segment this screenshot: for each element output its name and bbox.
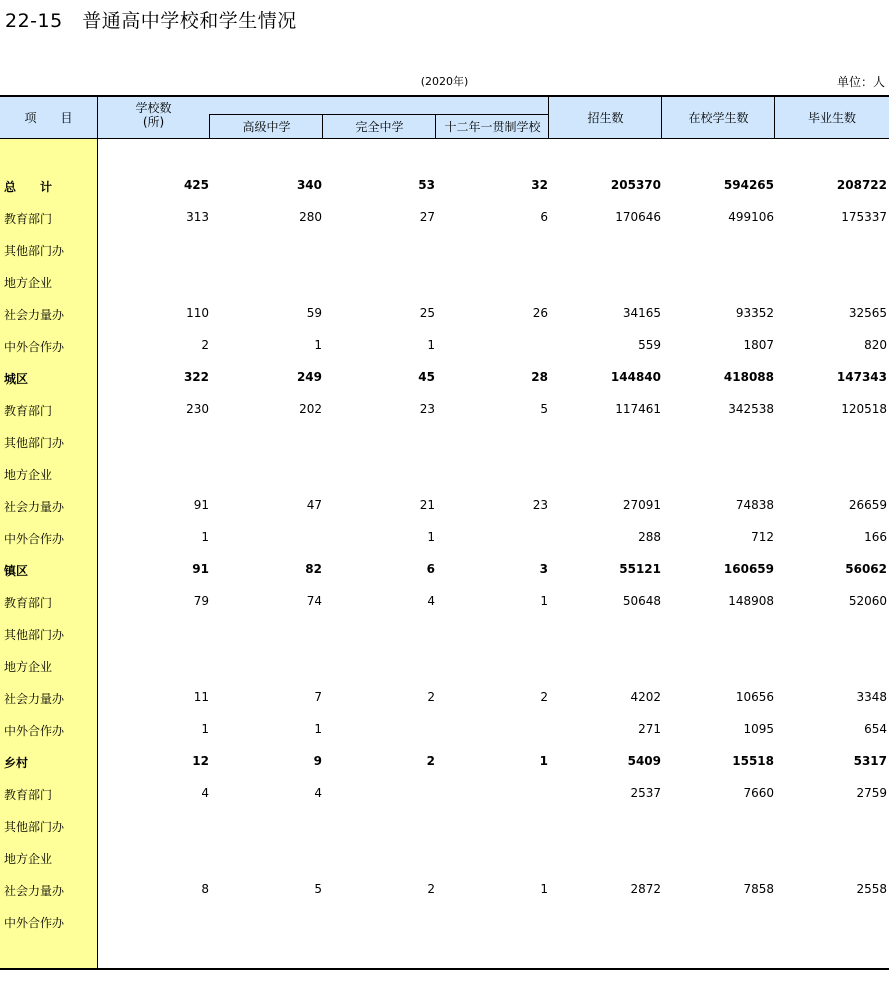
cell-schools: 1: [201, 722, 209, 736]
cell-graduates: 2759: [856, 786, 887, 800]
cell-schools: 8: [201, 882, 209, 896]
cell-enrolled: 418088: [723, 370, 774, 384]
header-divider: [97, 97, 98, 139]
cell-enrollment: 271: [638, 722, 661, 736]
header-complete-middle: 完全中学: [355, 120, 404, 134]
cell-twelve-year: 2: [540, 690, 548, 704]
cell-senior-high: 4: [314, 786, 322, 800]
cell-senior-high: 82: [305, 562, 322, 576]
row-label: 教育部门: [4, 404, 53, 418]
row-label: 其他部门办: [4, 820, 65, 834]
cell-twelve-year: 3: [539, 562, 548, 576]
unit-label: 单位：人: [836, 75, 885, 89]
table-row: [0, 810, 889, 842]
table-row: [0, 554, 889, 586]
cell-twelve-year: 28: [531, 370, 548, 384]
row-label: 其他部门办: [4, 436, 65, 450]
cell-complete-middle: 25: [419, 306, 435, 320]
cell-graduates: 166: [864, 530, 887, 544]
year-label: (2020年): [420, 75, 469, 88]
table-row: [0, 618, 889, 650]
cell-twelve-year: 5: [540, 402, 548, 416]
cell-complete-middle: 2: [427, 882, 435, 896]
cell-enrolled: 74838: [735, 498, 774, 512]
row-label: 其他部门办: [4, 628, 65, 642]
table-row: [0, 202, 889, 234]
row-label: 镇区: [4, 564, 29, 578]
table-row: [0, 650, 889, 682]
table-row: [0, 458, 889, 490]
header-graduates: 毕业生数: [807, 111, 856, 125]
cell-schools: 2: [201, 338, 209, 352]
header-twelve-year: 十二年一贯制学校: [444, 120, 541, 134]
cell-enrolled: 499106: [728, 210, 774, 224]
cell-enrollment: 288: [638, 530, 661, 544]
cell-complete-middle: 2: [426, 754, 435, 768]
cell-schools: 425: [183, 178, 209, 192]
table-row: [0, 906, 889, 938]
cell-schools: 322: [183, 370, 209, 384]
cell-graduates: 208722: [836, 178, 887, 192]
row-label: 地方企业: [4, 660, 53, 674]
header-divider: [209, 114, 210, 139]
cell-enrollment: 205370: [610, 178, 661, 192]
cell-schools: 4: [201, 786, 209, 800]
cell-schools: 313: [186, 210, 209, 224]
table-row: [0, 298, 889, 330]
cell-graduates: 32565: [848, 306, 887, 320]
cell-twelve-year: 26: [532, 306, 548, 320]
cell-senior-high: 1: [314, 338, 322, 352]
cell-graduates: 56062: [845, 562, 887, 576]
cell-senior-high: 59: [306, 306, 322, 320]
cell-enrolled: 10656: [735, 690, 774, 704]
row-label: 社会力量办: [4, 308, 65, 322]
cell-enrolled: 7858: [743, 882, 774, 896]
cell-enrollment: 5409: [627, 754, 661, 768]
cell-graduates: 820: [864, 338, 887, 352]
header-divider: [435, 114, 436, 139]
table-row: [0, 330, 889, 362]
row-label: 教育部门: [4, 212, 53, 226]
cell-complete-middle: 45: [418, 370, 435, 384]
cell-enrollment: 4202: [630, 690, 661, 704]
header-bottom-rule: [0, 138, 889, 139]
cell-complete-middle: 6: [426, 562, 435, 576]
cell-schools: 11: [193, 690, 209, 704]
cell-schools: 91: [192, 562, 209, 576]
row-label: 教育部门: [4, 788, 53, 802]
cell-schools: 12: [192, 754, 209, 768]
header-subdivider: [209, 114, 549, 115]
cell-senior-high: 74: [306, 594, 322, 608]
cell-graduates: 3348: [856, 690, 887, 704]
table-row: [0, 234, 889, 266]
table-row: [0, 778, 889, 810]
row-label: 社会力量办: [4, 884, 65, 898]
header-senior-high: 高级中学: [242, 120, 291, 134]
cell-enrolled: 342538: [728, 402, 774, 416]
cell-enrolled: 148908: [728, 594, 774, 608]
row-label: 其他部门办: [4, 244, 65, 258]
cell-graduates: 175337: [841, 210, 887, 224]
cell-schools: 230: [186, 402, 209, 416]
row-label: 地方企业: [4, 276, 53, 290]
table-bottom-rule: [0, 968, 889, 970]
cell-twelve-year: 1: [540, 594, 548, 608]
cell-complete-middle: 27: [419, 210, 435, 224]
table-row: [0, 426, 889, 458]
table-row: [0, 394, 889, 426]
cell-complete-middle: 1: [427, 530, 435, 544]
row-label: 地方企业: [4, 852, 53, 866]
cell-twelve-year: 23: [532, 498, 548, 512]
cell-enrollment: 559: [638, 338, 661, 352]
cell-senior-high: 280: [299, 210, 322, 224]
cell-complete-middle: 53: [418, 178, 435, 192]
cell-enrollment: 170646: [615, 210, 661, 224]
cell-senior-high: 7: [314, 690, 322, 704]
cell-enrolled: 594265: [723, 178, 774, 192]
cell-enrolled: 160659: [723, 562, 774, 576]
cell-senior-high: 249: [296, 370, 322, 384]
header-enrollment: 招生数: [587, 111, 624, 125]
cell-senior-high: 47: [306, 498, 322, 512]
cell-schools: 79: [193, 594, 209, 608]
cell-complete-middle: 21: [419, 498, 435, 512]
table-row: [0, 874, 889, 906]
cell-schools: 110: [186, 306, 209, 320]
header-enrolled: 在校学生数: [688, 111, 749, 125]
header-divider: [774, 97, 775, 139]
row-label: 中外合作办: [4, 340, 65, 354]
cell-enrollment: 2537: [630, 786, 661, 800]
cell-senior-high: 5: [314, 882, 322, 896]
header-schools: [98, 100, 209, 130]
cell-graduates: 147343: [836, 370, 887, 384]
cell-schools: 1: [201, 530, 209, 544]
cell-graduates: 52060: [848, 594, 887, 608]
cell-senior-high: 1: [314, 722, 322, 736]
row-label: 中外合作办: [4, 724, 65, 738]
cell-senior-high: 9: [313, 754, 322, 768]
table-row: [0, 746, 889, 778]
table-row: [0, 362, 889, 394]
cell-graduates: 2558: [856, 882, 887, 896]
header-item: 项 目: [24, 111, 73, 125]
page-title: 22-15 普通高中学校和学生情况: [5, 10, 297, 32]
row-label: 社会力量办: [4, 692, 65, 706]
cell-enrolled: 93352: [735, 306, 774, 320]
cell-graduates: 654: [864, 722, 887, 736]
cell-enrollment: 50648: [622, 594, 661, 608]
table-row: [0, 170, 889, 202]
header-schools-line2: (所): [142, 115, 165, 129]
table-header: [0, 97, 889, 139]
header-divider: [548, 97, 549, 139]
cell-enrolled: 15518: [732, 754, 774, 768]
cell-enrollment: 34165: [622, 306, 661, 320]
cell-twelve-year: 1: [540, 882, 548, 896]
table-row: [0, 266, 889, 298]
header-schools-line1: 学校数: [135, 101, 172, 115]
cell-complete-middle: 2: [427, 690, 435, 704]
cell-graduates: 120518: [841, 402, 887, 416]
cell-enrollment: 55121: [619, 562, 661, 576]
cell-enrolled: 1807: [743, 338, 774, 352]
row-label: 中外合作办: [4, 916, 65, 930]
table-row: [0, 682, 889, 714]
cell-complete-middle: 1: [427, 338, 435, 352]
row-label: 地方企业: [4, 468, 53, 482]
table-row: [0, 490, 889, 522]
cell-twelve-year: 1: [539, 754, 548, 768]
cell-twelve-year: 32: [531, 178, 548, 192]
row-label: 乡村: [4, 756, 29, 770]
row-label: 教育部门: [4, 596, 53, 610]
cell-complete-middle: 23: [419, 402, 435, 416]
table-row: [0, 586, 889, 618]
cell-enrolled: 712: [751, 530, 774, 544]
row-label: 总 计: [4, 180, 53, 194]
cell-graduates: 26659: [848, 498, 887, 512]
cell-schools: 91: [193, 498, 209, 512]
table-row: [0, 842, 889, 874]
cell-enrollment: 144840: [610, 370, 661, 384]
cell-enrollment: 27091: [622, 498, 661, 512]
header-divider: [322, 114, 323, 139]
row-label: 社会力量办: [4, 500, 65, 514]
table-row: [0, 714, 889, 746]
cell-senior-high: 202: [299, 402, 322, 416]
cell-enrolled: 1095: [743, 722, 774, 736]
cell-twelve-year: 6: [540, 210, 548, 224]
table-row: [0, 522, 889, 554]
cell-enrollment: 117461: [615, 402, 661, 416]
row-label: 城区: [4, 372, 29, 386]
cell-enrollment: 2872: [630, 882, 661, 896]
cell-enrolled: 7660: [743, 786, 774, 800]
cell-senior-high: 340: [296, 178, 322, 192]
cell-complete-middle: 4: [427, 594, 435, 608]
cell-graduates: 5317: [853, 754, 887, 768]
row-label: 中外合作办: [4, 532, 65, 546]
header-divider: [661, 97, 662, 139]
